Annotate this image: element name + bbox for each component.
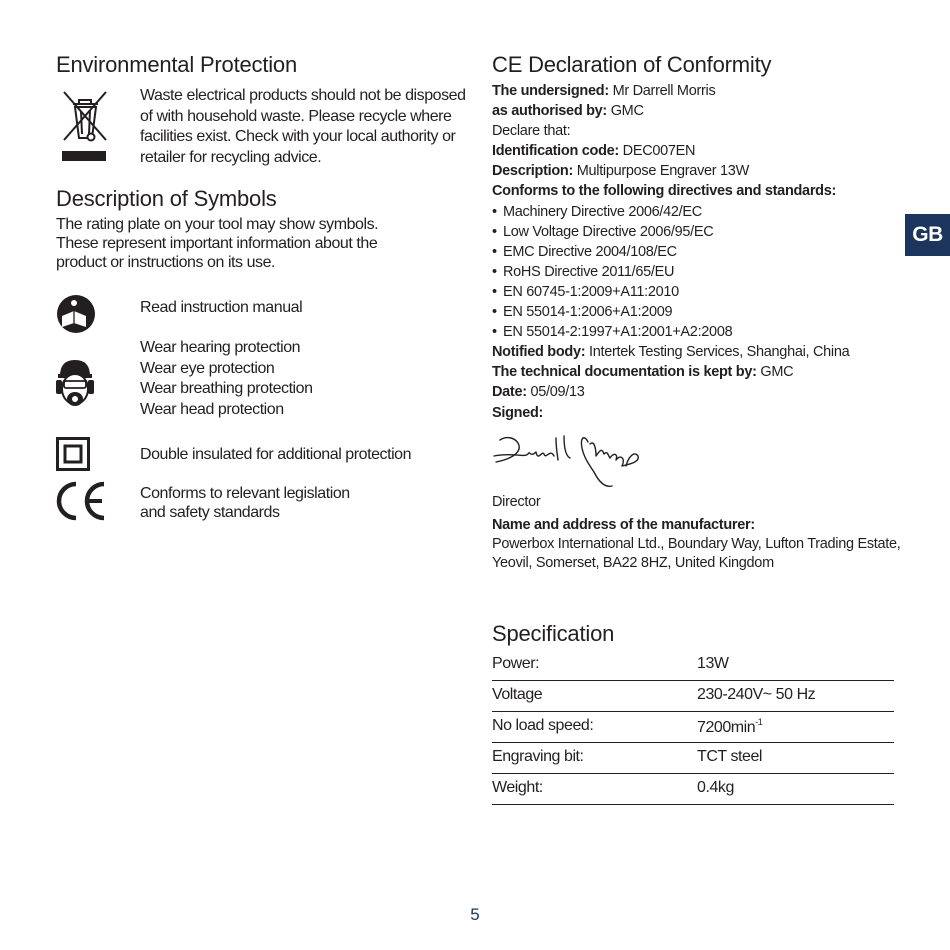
spec-label: Engraving bit: [492,748,584,765]
role-label: Director [492,494,541,510]
field-label: Identification code: [492,143,619,160]
field-label: Name and address of the manufacturer: [492,517,755,533]
signature [492,428,647,494]
spec-value: 13W [697,655,729,672]
ppe-head-icon [54,356,96,410]
signed-line [492,403,849,423]
spec-superscript: -1 [755,717,763,727]
address-line: Yeovil, Somerset, BA22 8HZ, United Kingdom [492,555,774,572]
directive-item: • EN 60745-1:2009+A11:2010 [492,283,679,300]
manufacturer-block [492,515,901,573]
spec-row [492,649,894,681]
ce-declaration [492,81,849,423]
symbols-title: Description of Symbols [56,186,277,211]
field-label: The undersigned: [492,83,609,99]
manufacturer-heading [492,515,901,535]
spec-row [492,742,894,774]
ppe-item: Wear breathing protection [140,380,313,397]
text-line: The rating plate on your tool may show symbols. [56,216,379,233]
spec-value: TCT steel [697,748,763,765]
text-line: These represent important information about the [56,235,378,252]
spec-label: Voltage [492,686,543,703]
spec-row [492,773,894,805]
declare-line: Declare that: [492,123,571,140]
description-line [492,161,849,181]
double-insulated-icon [56,437,90,471]
spec-row [492,680,894,712]
conforms-line [492,181,849,201]
ppe-item: Wear head protection [140,400,284,418]
directive-item: • Low Voltage Directive 2006/95/EC [492,223,714,240]
text-line: and safety standards [140,504,280,521]
undersigned-line [492,81,849,101]
spec-value-wrap [697,717,762,737]
directive-text: Low Voltage Directive 2006/95/EC [503,223,714,240]
field-value: Intertek Testing Services, Shanghai, China [585,344,850,361]
conforms-text [140,484,350,522]
read-manual-icon [56,294,96,334]
field-value: Multipurpose Engraver 13W [573,163,749,180]
read-manual-label: Read instruction manual [140,299,303,316]
field-value: GMC [756,364,794,381]
page-number: 5 [470,905,480,924]
field-value: GMC [606,103,644,120]
spec-value: 7200min [697,719,756,736]
directive-item: • EMC Directive 2004/108/EC [492,243,677,260]
directive-text: EN 60745-1:2009+A11:2010 [503,283,679,300]
directive-text: EN 55014-2:1997+A1:2001+A2:2008 [503,324,733,341]
spec-row [492,711,894,743]
address-line: Powerbox International Ltd., Boundary Way, Lufton Trading Estate, [492,536,901,553]
field-label: Signed: [492,404,544,421]
spec-label: No load speed: [492,717,594,734]
text-line: product or instructions on its use. [56,254,276,271]
env-text [140,86,466,168]
text-line: Waste electrical products should not be disposed [140,87,466,104]
spec-value: 230-240V~ 50 Hz [697,686,816,703]
date-line [492,382,849,402]
ppe-item: Wear eye protection [140,359,275,377]
field-label: The technical documentation is kept by: [492,364,757,381]
field-label: Date: [492,384,527,401]
directive-text: EN 55014-1:2006+A1:2009 [503,304,673,321]
field-label: Conforms to the following directives and standards: [492,183,837,200]
ce-mark-icon [54,480,110,522]
text-line: Conforms to relevant legislation [140,485,350,502]
weee-bin-icon [60,88,110,163]
authorised-line [492,101,849,121]
field-value: DEC007EN [618,143,696,160]
spec-label: Power: [492,655,540,672]
text-line: of with household waste. Please recycle where [140,107,452,125]
symbols-intro [56,215,378,272]
language-tab: GB [905,214,950,256]
techdoc-line [492,362,849,382]
spec-label: Weight: [492,779,543,796]
notified-body-line [492,342,849,362]
directive-text: RoHS Directive 2011/65/EU [503,263,675,280]
field-value: Mr Darrell Morris [608,83,716,99]
spec-value: 0.4kg [697,779,734,796]
directive-item: • EN 55014-2:1997+A1:2001+A2:2008 [492,324,733,341]
directive-text: Machinery Directive 2006/42/EC [503,203,702,220]
env-title: Environmental Protection [56,52,297,77]
ppe-list [140,338,313,420]
spec-title: Specification [492,621,615,646]
field-label: as authorised by: [492,103,607,120]
directive-text: EMC Directive 2004/108/EC [503,243,677,260]
field-label: Notified body: [492,344,586,361]
directive-item: • RoHS Directive 2011/65/EU [492,263,675,280]
double-insulated-label: Double insulated for additional protection [140,446,412,463]
id-code-line [492,141,849,161]
field-label: Description: [492,163,573,180]
directive-item: • EN 55014-1:2006+A1:2009 [492,304,673,321]
field-value: 05/09/13 [526,384,585,401]
text-line: retailer for recycling advice. [140,148,322,166]
ppe-item: Wear hearing protection [140,339,301,356]
text-line: facilities exist. Check with your local authority or [140,128,456,145]
directive-item: • Machinery Directive 2006/42/EC [492,203,702,220]
ce-title: CE Declaration of Conformity [492,52,772,77]
